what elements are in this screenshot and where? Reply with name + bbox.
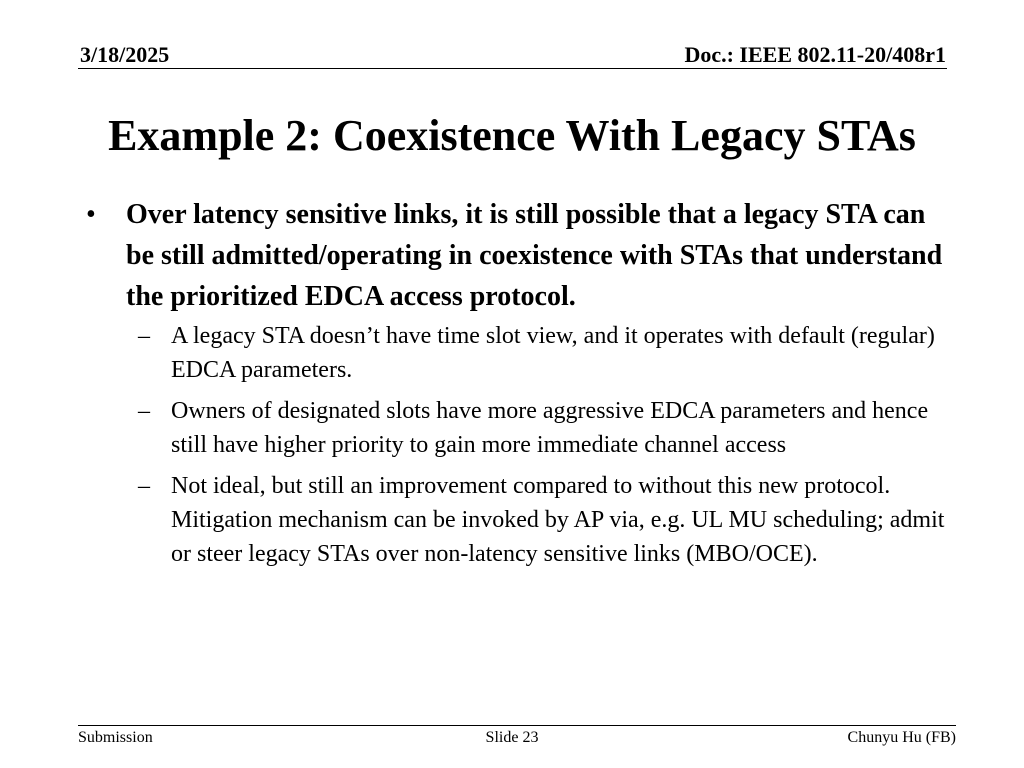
sub-bullet-marker: – — [138, 473, 150, 499]
sub-bullet-item — [82, 319, 952, 387]
bullet-item — [82, 194, 952, 317]
sub-bullet-list — [82, 319, 952, 571]
bullet-text: Over latency sensitive links, it is still possible that a legacy STA can be still admitted/operating in coexistence with STAs that understand the prioritized EDCA access protocol. — [126, 199, 943, 312]
header-doc-id: Doc.: IEEE 802.11-20/408r1 — [684, 42, 946, 67]
footer-divider — [78, 725, 956, 726]
sub-bullet-text: A legacy STA doesn’t have time slot view, and it operates with default (regular) EDCA parameters. — [171, 323, 935, 383]
footer-slide-number: Slide 23 — [485, 729, 539, 746]
header-date: 3/18/2025 — [80, 42, 170, 67]
bullet-marker: • — [86, 199, 96, 230]
sub-bullet-marker: – — [138, 323, 150, 349]
footer-submission: Submission — [78, 729, 153, 746]
header-divider — [78, 68, 947, 69]
sub-bullet-text: Owners of designated slots have more aggressive EDCA parameters and hence still have higher priority to gain more immediate channel access — [171, 398, 929, 458]
slide-body — [82, 194, 952, 578]
footer-author: Chunyu Hu (FB) — [847, 729, 956, 746]
sub-bullet-item — [82, 394, 952, 462]
sub-bullet-text: Not ideal, but still an improvement compared to without this new protocol. Mitigation mechanism can be invoked by AP via, e.g. UL MU scheduling; admit or steer legacy STAs over non-latency sensitive links (MBO/OCE). — [171, 473, 945, 567]
sub-bullet-marker: – — [138, 398, 150, 424]
slide-title: Example 2: Coexistence With Legacy STAs — [108, 111, 916, 160]
sub-bullet-item — [82, 469, 952, 571]
